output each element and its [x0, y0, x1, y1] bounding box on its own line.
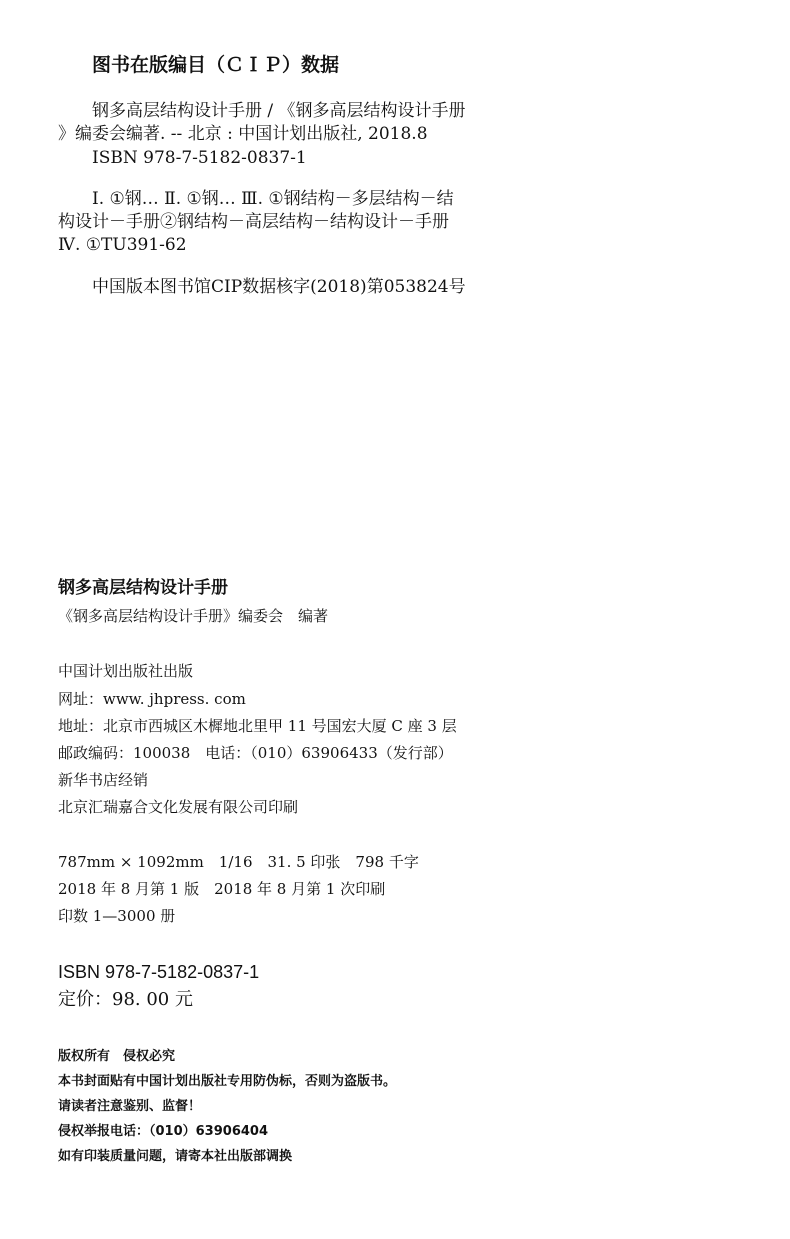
cip-line-classification: Ⅳ. ①TU391-62	[58, 235, 187, 255]
cip-line-publication: 》编委会编著. -- 北京 : 中国计划出版社, 2018.8	[58, 124, 428, 144]
notice-rights: 版权所有 侵权必究	[58, 1049, 176, 1064]
book-title: 钢多高层结构设计手册	[58, 578, 228, 598]
book-price: 定价：98. 00 元	[58, 989, 193, 1010]
book-printer: 北京汇瑞嘉合文化发展有限公司印刷	[58, 798, 299, 816]
book-publisher: 中国计划出版社出版	[58, 662, 194, 680]
cip-line-isbn: ISBN 978-7-5182-0837-1	[92, 148, 307, 168]
notice-appeal: 请读者注意鉴别、监督！	[58, 1099, 202, 1114]
cip-line-subjects-1: Ⅰ. ①钢… Ⅱ. ①钢… Ⅲ. ①钢结构－多层结构－结	[92, 189, 454, 209]
cip-line-subjects-2: 构设计－手册②钢结构－高层结构－结构设计－手册	[58, 212, 449, 232]
book-postal-phone: 邮政编码：100038 电话：（010）63906433（发行部）	[58, 744, 453, 762]
book-isbn: ISBN 978-7-5182-0837-1	[58, 962, 260, 982]
book-address: 地址：北京市西城区木樨地北里甲 11 号国宏大厦 C 座 3 层	[58, 717, 457, 735]
notice-quality: 如有印装质量问题，请寄本社出版部调换	[58, 1149, 293, 1164]
notice-anti-counterfeit: 本书封面贴有中国计划出版社专用防伪标，否则为盗版书。	[58, 1074, 397, 1089]
cip-line-record-number: 中国版本图书馆CIP数据核字(2018)第053824号	[92, 277, 466, 297]
notice-report-phone: 侵权举报电话：（010）63906404	[58, 1124, 268, 1139]
book-website: 网址：www. jhpress. com	[58, 690, 246, 708]
book-distributor: 新华书店经销	[58, 771, 149, 789]
book-print-run: 印数 1—3000 册	[58, 907, 176, 925]
cip-heading: 图书在版编目（ＣＩＰ）数据	[92, 54, 340, 76]
book-specification: 787mm × 1092mm 1/16 31. 5 印张 798 千字	[58, 853, 419, 871]
cip-line-title: 钢多高层结构设计手册 / 《钢多高层结构设计手册	[92, 101, 466, 121]
book-editors: 《钢多高层结构设计手册》编委会 编著	[58, 607, 329, 625]
book-edition: 2018 年 8 月第 1 版 2018 年 8 月第 1 次印刷	[58, 880, 386, 898]
